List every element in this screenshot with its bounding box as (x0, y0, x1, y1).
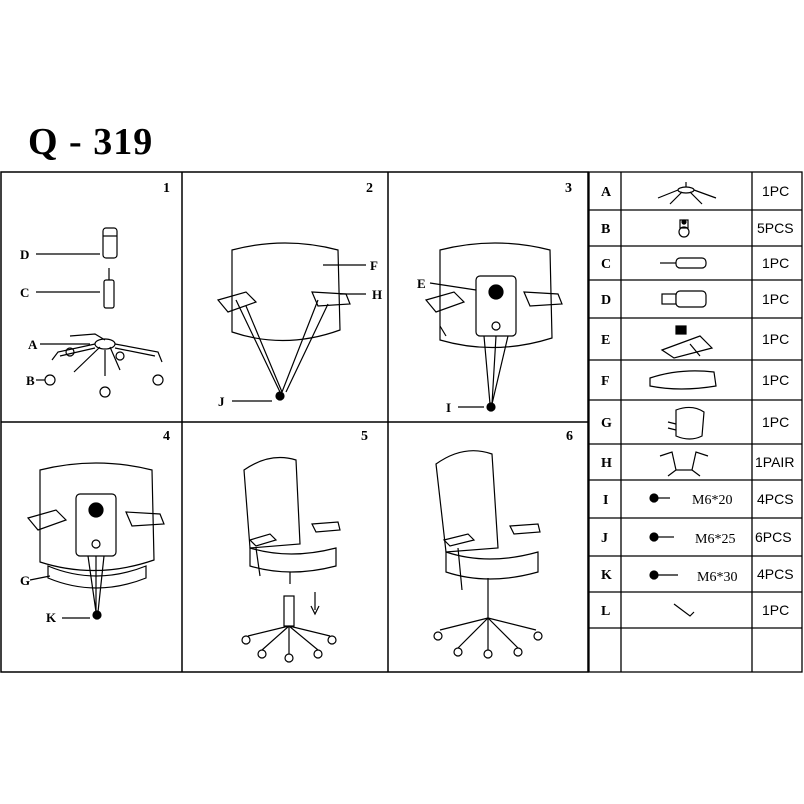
step-5-drawing (242, 458, 340, 662)
part-qty-d: 1PC (762, 291, 790, 307)
callout-j: J (218, 394, 225, 409)
step-number-5: 5 (361, 429, 368, 444)
part-qty-h: 1PAIR (755, 454, 795, 470)
step-2-drawing (218, 243, 366, 401)
callout-c: C (20, 285, 30, 300)
star-base-icon (52, 334, 162, 376)
part-qty-j: 6PCS (755, 529, 792, 545)
part-qty-g: 1PC (762, 414, 790, 430)
part-letter-k: K (601, 568, 612, 583)
backrest-icon (668, 407, 704, 439)
part-letter-l: L (601, 604, 611, 619)
callout-k: K (46, 610, 57, 625)
page-title: Q - 319 (28, 121, 154, 163)
step-1-drawing (36, 228, 163, 397)
parts-specs (692, 493, 737, 585)
part-spec-i: M6*20 (692, 493, 733, 508)
cylinder-cover-icon (662, 291, 706, 307)
part-letter-j: J (601, 531, 608, 546)
bolt-icon (650, 571, 678, 579)
part-letter-a: A (601, 185, 612, 200)
callout-f: F (370, 258, 378, 273)
part-qty-c: 1PC (762, 255, 790, 271)
step-number-4: 4 (163, 429, 170, 444)
part-spec-k: M6*30 (697, 570, 738, 585)
mechanism-icon (476, 276, 516, 336)
callout-i: I (446, 400, 452, 415)
part-letter-h: H (601, 456, 612, 471)
cylinder-cover-icon (103, 228, 117, 258)
part-spec-j: M6*25 (695, 532, 736, 547)
gas-cylinder-icon (660, 258, 706, 268)
step-3-drawing (426, 243, 562, 411)
parts-table-icons (650, 182, 716, 616)
part-letter-f: F (601, 374, 610, 389)
callout-e: E (417, 276, 426, 291)
parts-letters (601, 185, 612, 619)
step-number-1: 1 (163, 181, 170, 196)
gas-cylinder-icon (104, 268, 114, 308)
part-qty-a: 1PC (762, 183, 790, 199)
callout-d: D (20, 247, 30, 262)
part-qty-b: 5PCS (757, 220, 794, 236)
part-letter-e: E (601, 333, 611, 348)
step-4-drawing (28, 463, 164, 619)
bolt-icon (650, 494, 670, 502)
mechanism-icon (662, 326, 712, 358)
part-letter-i: I (603, 493, 609, 508)
star-base-icon (658, 182, 716, 204)
callout-a: A (28, 337, 38, 352)
callout-g: G (20, 573, 31, 588)
part-letter-d: D (601, 293, 612, 308)
step-number-2: 2 (366, 181, 373, 196)
step-6-drawing (434, 451, 542, 658)
bolt-icon (650, 533, 674, 541)
armrest-pair-icon (660, 452, 708, 476)
part-qty-e: 1PC (762, 331, 790, 347)
part-qty-i: 4PCS (757, 491, 794, 507)
step-number-3: 3 (565, 181, 572, 196)
allen-key-icon (674, 604, 694, 616)
backrest-icon (48, 566, 146, 588)
part-qty-l: 1PC (762, 602, 790, 618)
step-number-6: 6 (566, 429, 573, 444)
callout-b: B (26, 373, 35, 388)
caster-icon (679, 220, 689, 237)
armrest-icon (218, 292, 350, 312)
part-qty-k: 4PCS (757, 566, 794, 582)
part-letter-b: B (601, 222, 611, 237)
part-qty-f: 1PC (762, 372, 790, 388)
callout-h: H (372, 287, 383, 302)
part-letter-g: G (601, 416, 612, 431)
seat-cushion-icon (650, 371, 716, 389)
part-letter-c: C (601, 257, 612, 272)
